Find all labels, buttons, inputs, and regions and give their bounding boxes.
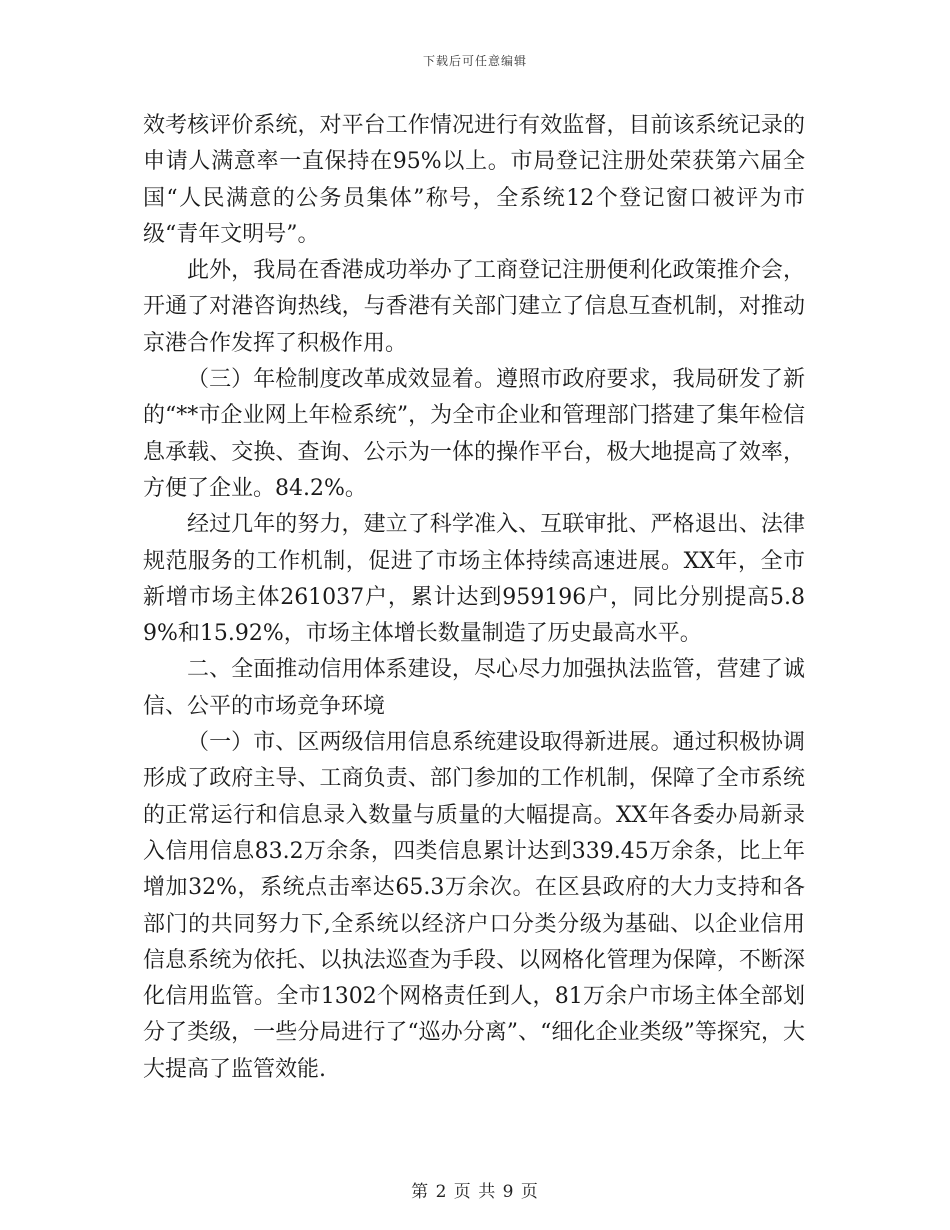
page-number: 第 2 页 共 9 页: [411, 1182, 539, 1202]
paragraph-continuation: 效考核评价系统，对平台工作情况进行有效监督，目前该系统记录的申请人满意率一直保持在95%以上。市局登记注册处荣获第六届全国“人民满意的公务员集体”称号，全系统12个登记窗口被评为市级“青年文明号”。: [143, 113, 805, 247]
paragraph-hongkong: 此外，我局在香港成功举办了工商登记注册便利化政策推介会，开通了对港咨询热线，与香港有关部门建立了信息互查机制，对推动京港合作发挥了积极作用。: [143, 258, 805, 356]
page-header-note: 下载后可任意编辑: [422, 54, 527, 68]
document-body: [143, 108, 805, 1088]
section-heading-credit-system: 二、全面推动信用体系建设，尽心尽力加强执法监管，营建了诚信、公平的市场竞争环境: [143, 657, 805, 719]
paragraph-credit-info-system: （一）市、区两级信用信息系统建设取得新进展。通过积极协调形成了政府主导、工商负责、部门参加的工作机制，保障了全市系统的正常运行和信息录入数量与质量的大幅提高。XX年各委办局新录入信用信息83.2万余条，四类信息累计达到339.45万余条，比上年增加32%，系统点击率达65.3万余次。在区县政府的大力支持和各部门的共同努力下,全系统以经济户口分类分级为基础、以企业信用信息系统为依托、以执法巡查为手段、以网格化管理为保障，不断深化信用监管。全市1302个网格责任到人，81万余户市场主体全部划分了类级，一些分局进行了“巡办分离”、“细化企业类级”等探究，大大提高了监管效能.: [143, 730, 805, 1082]
paragraph-annual-inspection: （三）年检制度改革成效显着。遵照市政府要求，我局研发了新的“**市企业网上年检系统”，为全市企业和管理部门搭建了集年检信息承载、交换、查询、公示为一体的操作平台，极大地提高了效率，方便了企业。84.2%。: [143, 367, 805, 501]
paragraph-market-entities: 经过几年的努力，建立了科学准入、互联审批、严格退出、法律规范服务的工作机制，促进了市场主体持续高速进展。XX年，全市新增市场主体261037户，累计达到959196户，同比分别提高5.89%和15.92%，市场主体增长数量制造了历史最高水平。: [143, 512, 805, 647]
